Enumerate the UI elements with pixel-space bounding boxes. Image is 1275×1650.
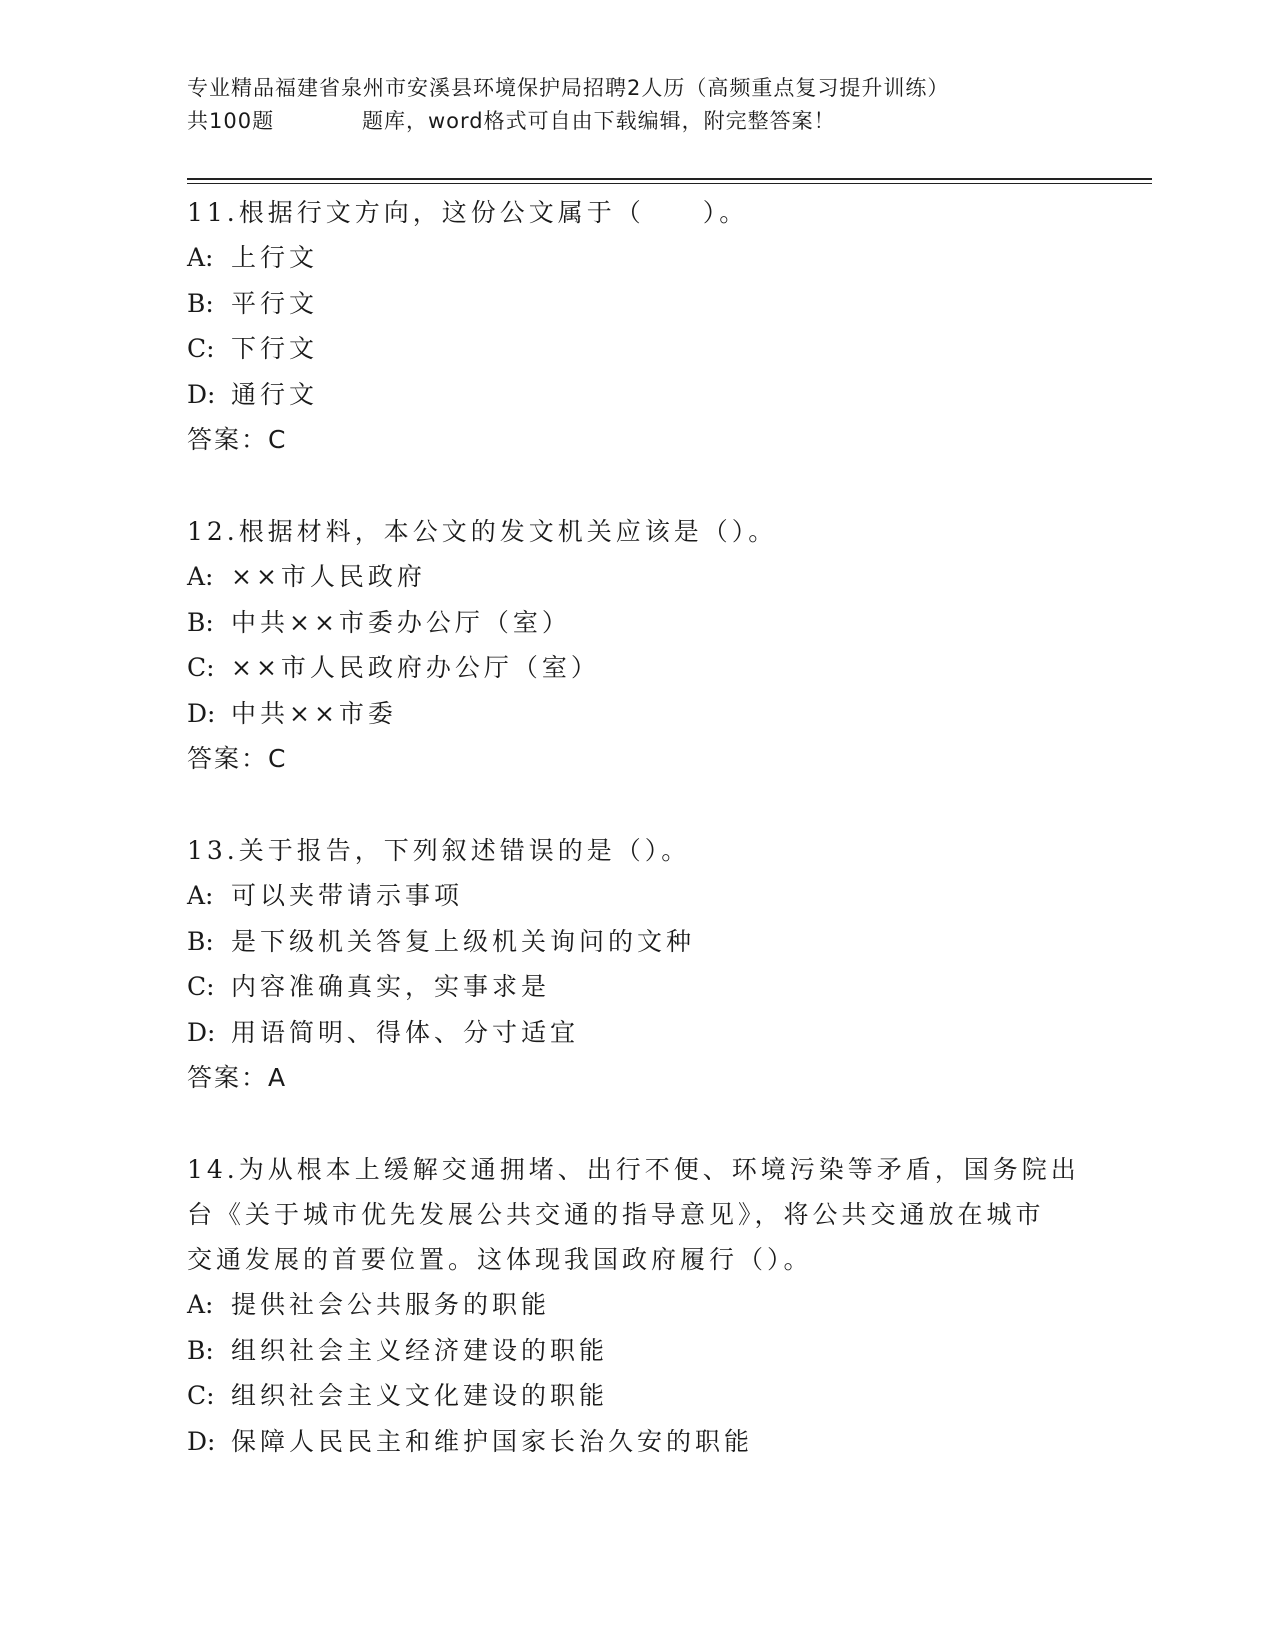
answer-line: 答案：C (187, 425, 288, 454)
option-d (187, 691, 1087, 737)
question-stem-line-3: 交通发展的首要位置。这体现我国政府履行（）。 (187, 1245, 813, 1274)
option-d (187, 372, 1087, 418)
question-stem: 11.根据行文方向，这份公文属于（ ）。 (187, 198, 749, 227)
option-text: 组织社会主义经济建设的职能 (231, 1335, 609, 1365)
question-list (187, 190, 1087, 1511)
header-title: 专业精品福建省泉州市安溪县环境保护局招聘2人历（高频重点复习提升训练） (187, 76, 950, 100)
document-header (187, 72, 1087, 138)
option-letter: D: (187, 379, 216, 409)
option-text: 可以夹带请示事项 (231, 881, 464, 910)
option-letter: A: (187, 243, 214, 272)
question-12 (187, 509, 1087, 781)
question-14 (187, 1147, 1087, 1464)
option-text: 上行文 (231, 243, 319, 272)
option-d (187, 1010, 1087, 1056)
option-c (187, 964, 1087, 1010)
option-c (187, 1373, 1087, 1419)
option-letter: A: (187, 562, 214, 591)
option-letter: C: (187, 334, 215, 363)
option-b (187, 281, 1087, 327)
option-letter: B: (187, 1335, 214, 1365)
option-a (187, 1282, 1087, 1328)
option-text: 提供社会公共服务的职能 (231, 1290, 551, 1319)
question-stem-line-2: 台《关于城市优先发展公共交通的指导意见》，将公共交通放在城市 (187, 1200, 1045, 1229)
question-stem: 13.关于报告，下列叙述错误的是（）。 (187, 836, 691, 865)
option-c (187, 326, 1087, 372)
option-text: 中共××市委 (231, 698, 397, 728)
option-a (187, 554, 1087, 600)
option-letter: B: (187, 926, 214, 956)
option-text: 组织社会主义文化建设的职能 (231, 1381, 609, 1410)
header-divider-thin (187, 183, 1152, 184)
option-text: ××市人民政府办公厅（室） (231, 653, 600, 682)
header-description: 题库，word格式可自由下载编辑，附完整答案！ (362, 109, 836, 133)
option-text: 是下级机关答复上级机关询问的文种 (231, 926, 696, 956)
answer-line: 答案：A (187, 1063, 288, 1092)
option-text: 用语简明、得体、分寸适宜 (231, 1017, 580, 1047)
option-text: 中共××市委办公厅（室） (231, 607, 571, 637)
question-stem-line-1: 14.为从根本上缓解交通拥堵、出行不便、环境污染等矛盾，国务院出 (187, 1155, 1080, 1184)
option-letter: D: (187, 698, 216, 728)
option-text: ××市人民政府 (231, 562, 426, 591)
option-text: 内容准确真实，实事求是 (231, 972, 551, 1001)
option-letter: D: (187, 1426, 216, 1456)
option-text: 下行文 (231, 334, 319, 363)
header-subtitle (187, 105, 1087, 138)
question-stem: 12.根据材料，本公文的发文机关应该是（）。 (187, 517, 778, 546)
option-letter: B: (187, 288, 214, 318)
option-a (187, 873, 1087, 919)
option-text: 平行文 (231, 288, 319, 318)
option-a (187, 235, 1087, 281)
option-letter: A: (187, 881, 214, 910)
option-letter: B: (187, 607, 214, 637)
option-b (187, 1328, 1087, 1374)
option-text: 通行文 (231, 379, 319, 409)
answer-line: 答案：C (187, 744, 288, 773)
option-letter: C: (187, 653, 215, 682)
option-c (187, 645, 1087, 691)
question-count: 共100题 (187, 109, 275, 133)
header-divider-thick (187, 178, 1152, 180)
option-b (187, 919, 1087, 965)
option-letter: C: (187, 1381, 215, 1410)
question-13 (187, 828, 1087, 1100)
option-letter: D: (187, 1017, 216, 1047)
option-text: 保障人民民主和维护国家长治久安的职能 (231, 1426, 754, 1456)
option-letter: A: (187, 1290, 214, 1319)
option-letter: C: (187, 972, 215, 1001)
option-d (187, 1419, 1087, 1465)
option-b (187, 600, 1087, 646)
question-11 (187, 190, 1087, 462)
